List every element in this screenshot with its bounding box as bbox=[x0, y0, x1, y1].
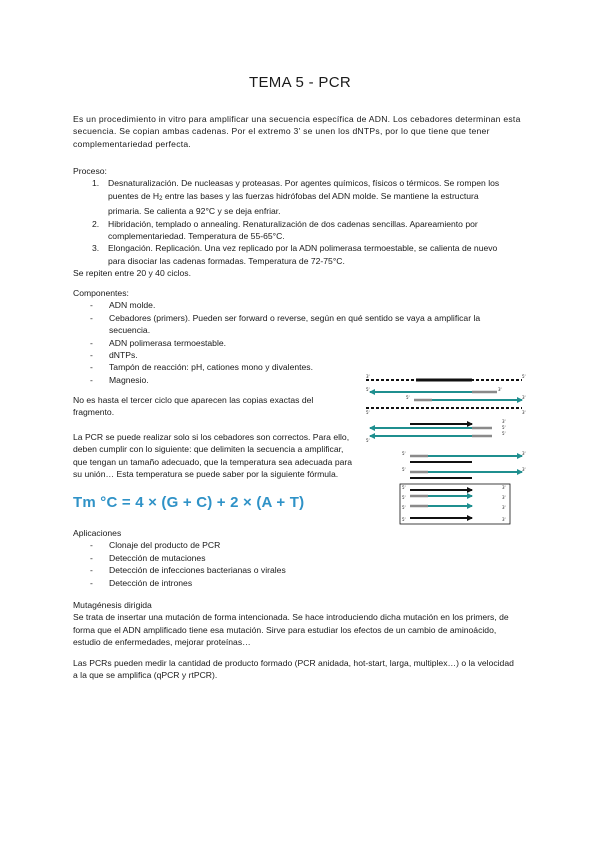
mutagenesis-section bbox=[73, 599, 518, 649]
list-item-text: Detección de intrones bbox=[109, 577, 193, 588]
list-item: - Magnesio. bbox=[90, 374, 149, 385]
list-item: - Detección de intrones bbox=[90, 577, 193, 588]
strand-end-label: 3' bbox=[502, 419, 506, 424]
step-text: Elongación. Replicación. Una vez replicado por la ADN polimerasa termoestable, se calienta de nuevo para disociar las cadenas formadas. Temperatura de 72-75°C. bbox=[108, 243, 498, 266]
list-item: - Cebadores (primers). Pueden ser forward o reverse, según en qué sentido se vaya a amplificar la secuencia. bbox=[90, 312, 481, 336]
strand-end-label: 5' bbox=[502, 431, 506, 436]
strand-end-label: 3' bbox=[366, 374, 370, 379]
list-item: - Detección de mutaciones bbox=[90, 552, 206, 563]
step-number: 2. bbox=[92, 218, 100, 229]
aplicaciones-section bbox=[73, 527, 373, 589]
mutagenesis-text: Se trata de insertar una mutación de forma intencionada. Se hace introduciendo dicha mutación en los primers, de forma que el ADN amplificado tiene esa mutación. Sirve para estudiar los efectos de un cambio de aminoácido, estudio de enfermedades, mejorar proteínas… bbox=[73, 612, 509, 648]
intro-paragraph: Es un procedimiento in vitro para amplificar una secuencia específica de ADN. Los cebadores determinan esta secuencia. Se copian ambas cadenas. Por el extremo 3' se unen los dNTPs, por lo que tiene que tener complementariedad perfecta. bbox=[73, 114, 521, 149]
strand-end-label: 3' bbox=[522, 451, 526, 456]
proceso-heading: Proceso: bbox=[73, 166, 107, 176]
pcr-cycles-diagram bbox=[362, 372, 528, 528]
list-item-text: Tampón de reacción: pH, cationes mono y divalentes. bbox=[109, 362, 313, 373]
step-number: 1. bbox=[92, 178, 100, 189]
list-item-text: Clonaje del producto de PCR bbox=[109, 540, 221, 551]
strand-end-label: 5' bbox=[502, 425, 506, 430]
strand-end-label: 5' bbox=[402, 467, 406, 472]
step-text: Desnaturalización. De nucleasas y proteasas. Por agentes químicos, físicos o térmicos. Se rompen los puentes de H bbox=[108, 178, 500, 201]
proceso-steps bbox=[73, 177, 503, 267]
list-item: - Detección de infecciones bacterianas o virales bbox=[90, 565, 286, 576]
step-subscript: 2 bbox=[159, 195, 163, 202]
strand-end-label: 5' bbox=[366, 410, 370, 415]
list-item: - Tampón de reacción: pH, cationes mono y divalentes. bbox=[90, 362, 313, 373]
list-item-text: ADN molde. bbox=[109, 300, 156, 311]
list-item: - Clonaje del producto de PCR bbox=[90, 540, 221, 551]
strand-end-label: 5' bbox=[406, 395, 410, 400]
step-number: 3. bbox=[92, 243, 100, 254]
aplicaciones-list bbox=[73, 539, 373, 589]
strand-end-label: 5' bbox=[402, 495, 406, 500]
proceso-section bbox=[73, 165, 503, 280]
list-item-text: Detección de infecciones bacterianas o virales bbox=[109, 565, 286, 576]
strand-end-label: 3' bbox=[522, 395, 526, 400]
strand-end-label: 3' bbox=[502, 505, 506, 510]
mutagenesis-heading: Mutagénesis dirigida bbox=[73, 600, 152, 610]
strand-end-label: 3' bbox=[502, 517, 506, 522]
strand-end-label: 5' bbox=[522, 374, 526, 379]
third-cycle-note: No es hasta el tercer ciclo que aparecen las copias exactas del fragmento. bbox=[73, 395, 314, 418]
page-title: TEMA 5 - PCR bbox=[249, 74, 351, 91]
list-item: - ADN polimerasa termoestable. bbox=[90, 337, 227, 348]
proceso-step bbox=[73, 177, 503, 217]
strand-end-label: 5' bbox=[402, 485, 406, 490]
proceso-step bbox=[73, 218, 503, 243]
componentes-heading: Componentes: bbox=[73, 288, 129, 298]
step-text: Hibridación, templado o annealing. Renaturalización de dos cadenas sencillas. Apareamiento por complementariedad. Temperatura de 55-65°C. bbox=[108, 218, 478, 242]
list-item-text: Magnesio. bbox=[109, 374, 149, 385]
tm-formula: Tm °C = 4 × (G + C) + 2 × (A + T) bbox=[73, 494, 305, 511]
pcrs-paragraph: Las PCRs pueden medir la cantidad de producto formado (PCR anidada, hot-start, larga, multiplex…) o la velocidad a la que se amplifica (qPCR y rtPCR). bbox=[73, 658, 514, 681]
strand-end-label: 5' bbox=[366, 438, 370, 443]
strand-end-label: 3' bbox=[502, 495, 506, 500]
list-item: - dNTPs. bbox=[90, 350, 138, 361]
list-item-text: Cebadores (primers). Pueden ser forward o reverse, según en qué sentido se vaya a amplificar la secuencia. bbox=[109, 312, 481, 336]
strand-end-label: 5' bbox=[402, 505, 406, 510]
strand-end-label: 3' bbox=[522, 467, 526, 472]
proceso-footer: Se repiten entre 20 y 40 ciclos. bbox=[73, 268, 191, 279]
strand-end-label: 5' bbox=[402, 517, 406, 522]
list-item-text: dNTPs. bbox=[109, 350, 138, 361]
strand-end-label: 5' bbox=[366, 387, 370, 392]
proceso-step bbox=[73, 242, 503, 267]
strand-end-label: 3' bbox=[502, 485, 506, 490]
aplicaciones-heading: Aplicaciones bbox=[73, 528, 122, 538]
list-item-text: ADN polimerasa termoestable. bbox=[109, 337, 227, 348]
strand-end-label: 3' bbox=[498, 387, 502, 392]
strand-end-label: 5' bbox=[402, 451, 406, 456]
step-text-cont: entre las bases y las fuerzas hidrófobas del ADN molde. Se mantiene la estructura primaria. Se calienta a 92°C y se deja enfriar. bbox=[108, 190, 479, 217]
primers-note: La PCR se puede realizar solo si los cebadores son correctos. Para ello, deben cumplir con lo siguiente: que delimiten la secuencia a amplificar, que tengan un tamaño adecuado, que la temperatura sea adecuada para su unión… Esta temperatura se puede saber por la siguiente fórmula. bbox=[73, 432, 353, 480]
strand-end-label: 3' bbox=[522, 410, 526, 415]
list-item: - ADN molde. bbox=[90, 300, 156, 311]
list-item-text: Detección de mutaciones bbox=[109, 552, 206, 563]
